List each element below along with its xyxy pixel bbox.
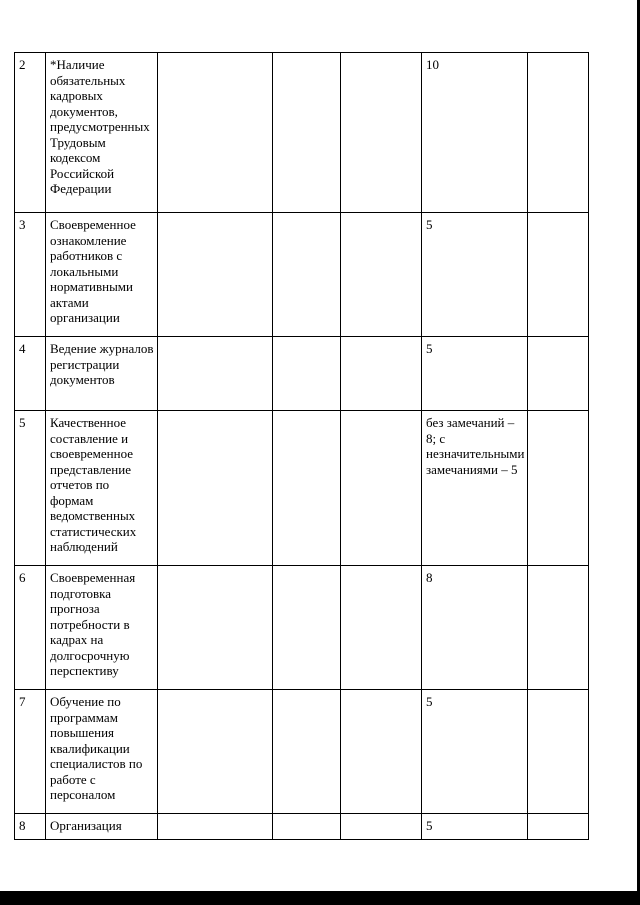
empty-cell	[528, 690, 589, 814]
score-cell: 5	[422, 814, 528, 840]
row-number: 2	[15, 53, 46, 213]
empty-cell	[273, 213, 341, 337]
table-row	[15, 411, 589, 566]
empty-cell	[341, 411, 422, 566]
empty-cell	[341, 53, 422, 213]
criteria-table	[14, 52, 589, 840]
score-cell: 5	[422, 213, 528, 337]
empty-cell	[528, 53, 589, 213]
table-row	[15, 337, 589, 411]
criterion-name: Ведение журналов регистрации документов	[46, 337, 158, 411]
row-number: 3	[15, 213, 46, 337]
score-cell: 8	[422, 566, 528, 690]
empty-cell	[341, 690, 422, 814]
criterion-name: *Наличие обязательных кадровых документов, предусмотренных Трудовым кодексом Российской Федерации	[46, 53, 158, 213]
empty-cell	[341, 566, 422, 690]
criterion-name: Своевременная подготовка прогноза потребности в кадрах на долгосрочную перспективу	[46, 566, 158, 690]
empty-cell	[528, 411, 589, 566]
empty-cell	[341, 213, 422, 337]
criterion-name: Организация	[46, 814, 158, 840]
table-row	[15, 690, 589, 814]
criterion-name: Своевременное ознакомление работников с локальными нормативными актами организации	[46, 213, 158, 337]
table-row	[15, 213, 589, 337]
empty-cell	[158, 690, 273, 814]
table-row	[15, 566, 589, 690]
row-number: 4	[15, 337, 46, 411]
criterion-name: Качественное составление и своевременное представление отчетов по формам ведомственных статистических наблюдений	[46, 411, 158, 566]
empty-cell	[158, 213, 273, 337]
empty-cell	[158, 337, 273, 411]
empty-cell	[273, 690, 341, 814]
score-cell: 10	[422, 53, 528, 213]
empty-cell	[158, 53, 273, 213]
empty-cell	[273, 411, 341, 566]
row-number: 6	[15, 566, 46, 690]
score-cell: без замечаний – 8; с незначительными замечаниями – 5	[422, 411, 528, 566]
empty-cell	[158, 411, 273, 566]
empty-cell	[273, 814, 341, 840]
empty-cell	[273, 53, 341, 213]
empty-cell	[528, 213, 589, 337]
empty-cell	[528, 814, 589, 840]
score-cell: 5	[422, 690, 528, 814]
empty-cell	[273, 566, 341, 690]
row-number: 5	[15, 411, 46, 566]
empty-cell	[273, 337, 341, 411]
empty-cell	[341, 337, 422, 411]
table-row	[15, 53, 589, 213]
score-cell: 5	[422, 337, 528, 411]
row-number: 8	[15, 814, 46, 840]
empty-cell	[341, 814, 422, 840]
empty-cell	[158, 814, 273, 840]
empty-cell	[158, 566, 273, 690]
criterion-name: Обучение по программам повышения квалификации специалистов по работе с персоналом	[46, 690, 158, 814]
scan-bottom-band	[0, 891, 640, 905]
empty-cell	[528, 337, 589, 411]
row-number: 7	[15, 690, 46, 814]
table-row	[15, 814, 589, 840]
empty-cell	[528, 566, 589, 690]
